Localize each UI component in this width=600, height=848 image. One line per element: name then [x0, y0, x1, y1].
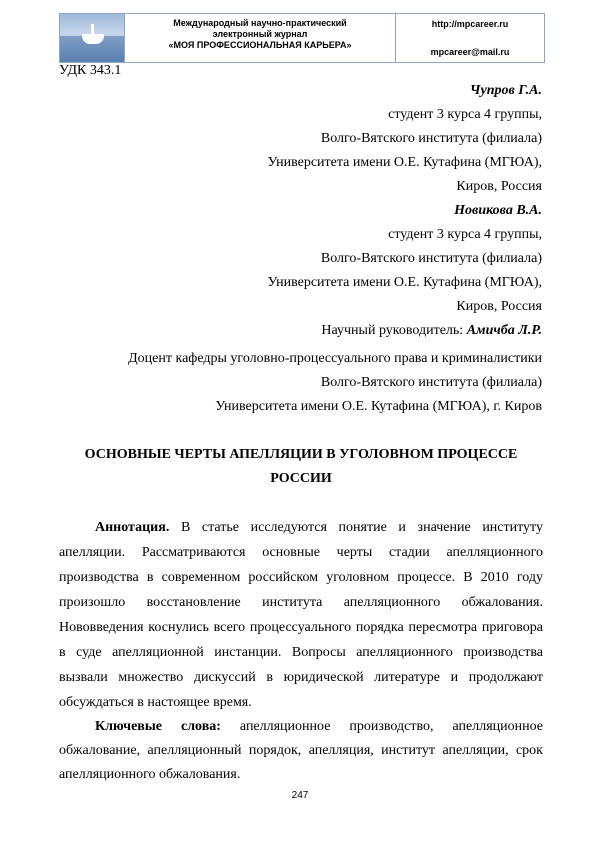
author2-name: Новикова В.А.: [454, 203, 542, 218]
journal-header: [59, 13, 545, 63]
journal-line2: электронный журнал: [212, 29, 308, 39]
article-title-line1: ОСНОВНЫЕ ЧЕРТЫ АПЕЛЛЯЦИИ В УГОЛОВНОМ ПРОЦЕССЕ: [84, 447, 518, 462]
journal-email[interactable]: mpcareer@mail.ru: [430, 47, 510, 57]
author1-line3: Университета имени О.Е. Кутафина (МГЮА),: [267, 155, 542, 170]
keywords-line1: Ключевые слова: апелляционное производство, апелляционное: [95, 719, 543, 734]
author1-line1: студент 3 курса 4 группы,: [388, 107, 542, 122]
keywords-line2: обжалование, апелляционный порядок, апелляция, институт апелляции, срок: [59, 743, 543, 758]
journal-title-block: [125, 14, 396, 62]
author2-line3: Университета имени О.Е. Кутафина (МГЮА),: [267, 275, 542, 290]
abstract-line2: апелляции. Рассматриваются основные черты стадии апелляционного: [59, 545, 543, 560]
page-number: 247: [291, 790, 309, 801]
author1-line4: Киров, Россия: [456, 179, 542, 194]
supervisor-name: Амичба Л.Р.: [466, 323, 542, 338]
abstract-line6: в суде апелляционной инстанции. Вопросы апелляционного производства: [59, 645, 543, 660]
abstract-line8: обсуждаться в настоящее время.: [59, 695, 252, 710]
author2-line2: Волго-Вятского института (филиала): [320, 251, 542, 266]
udk-code: УДК 343.1: [59, 63, 122, 78]
abstract-line5: Нововведения коснулись всего процессуального порядка пересмотра приговора: [59, 620, 543, 635]
abstract-line3: производства в современном российском уголовном процессе. В 2010 году: [59, 570, 543, 585]
journal-line3: «МОЯ ПРОФЕССИОНАЛЬНАЯ КАРЬЕРА»: [168, 40, 352, 50]
journal-line1: Международный научно-практический: [173, 18, 347, 28]
supervisor: [321, 323, 542, 339]
supervisor-line1: Доцент кафедры уголовно-процессуального права и криминалистики: [128, 351, 542, 366]
article-title-line2: РОССИИ: [270, 471, 332, 486]
journal-url[interactable]: http://mpcareer.ru: [431, 19, 509, 29]
abstract-line4: произошло восстановление института апелляционного обжалования.: [59, 595, 543, 610]
abstract-line1: Аннотация. В статье исследуются понятие и значение институту: [95, 520, 543, 535]
author1-line2: Волго-Вятского института (филиала): [320, 131, 542, 146]
author1-name: Чупров Г.А.: [470, 83, 542, 98]
author2-line4: Киров, Россия: [456, 299, 542, 314]
keywords-line3: апелляционного обжалования.: [59, 767, 241, 782]
journal-contacts: [396, 14, 544, 62]
supervisor-label: Научный руководитель:: [321, 323, 467, 338]
abstract-label: Аннотация.: [95, 520, 170, 535]
supervisor-line2: Волго-Вятского института (филиала): [320, 375, 542, 390]
abstract-line7: вызвали множество дискуссий в юридической литературе и продолжают: [59, 670, 543, 685]
journal-logo: [60, 14, 125, 62]
supervisor-line3: Университета имени О.Е. Кутафина (МГЮА), г. Киров: [215, 399, 542, 414]
author2-line1: студент 3 курса 4 группы,: [388, 227, 542, 242]
keywords-label: Ключевые слова:: [95, 719, 221, 734]
